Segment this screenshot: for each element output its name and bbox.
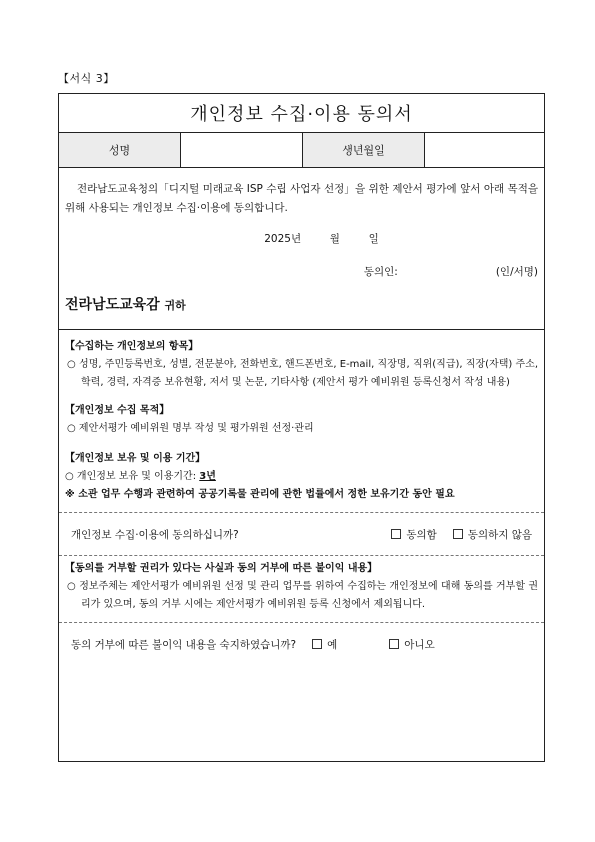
awareness-question: 동의 거부에 따른 불이익 내용을 숙지하였습니까? <box>71 638 297 651</box>
refusal-text: ○ 정보주체는 제안서평가 예비위원 선정 및 관리 업무를 위하여 수집하는 개인정보에 대해 동의를 거부할 권리가 있으며, 동의 거부 시에는 제안서평가 예비위원 등록 신청에서 제외됩니다. <box>67 581 538 610</box>
yes-option[interactable] <box>312 637 337 652</box>
period-term: 3년 <box>199 471 216 482</box>
form-title: 개인정보 수집·이용 동의서 <box>59 94 544 133</box>
disagree-label: 동의하지 않음 <box>467 528 532 541</box>
birthdate-field[interactable] <box>425 133 544 167</box>
checkbox-disagree[interactable] <box>453 529 463 539</box>
refusal-heading: 【동의를 거부할 권리가 있다는 사실과 동의 거부에 따른 불이익 내용】 <box>65 563 378 574</box>
yes-label: 예 <box>327 638 338 651</box>
date-month: 월 <box>329 233 340 245</box>
recipient-suffix: 귀하 <box>164 299 186 312</box>
birthdate-label: 생년월일 <box>303 133 425 167</box>
items-heading: 【수집하는 개인정보의 항목】 <box>65 341 199 352</box>
info-sections <box>59 338 544 504</box>
consent-form <box>58 93 545 762</box>
period-prefix: ○ 개인정보 보유 및 이용기간: <box>65 471 200 482</box>
period-note: ※ 소관 업무 수행과 관련하여 공공기록물 관리에 관한 법률에서 정한 보유기간 동안 필요 <box>65 489 455 500</box>
purpose-heading: 【개인정보 수집 목적】 <box>65 405 170 416</box>
consent-statement <box>59 168 544 315</box>
period-heading: 【개인정보 보유 및 이용 기간】 <box>65 453 206 464</box>
form-number-label: 【서식 3】 <box>58 72 115 85</box>
no-option[interactable] <box>389 637 434 652</box>
name-field[interactable] <box>181 133 303 167</box>
consent-question-row <box>59 513 544 555</box>
recipient <box>65 296 538 315</box>
identity-row <box>59 133 544 168</box>
signer-line <box>65 263 538 282</box>
date-line <box>65 230 538 249</box>
recipient-name: 전라남도교육감 <box>65 297 160 313</box>
refusal-section <box>59 560 544 614</box>
items-text: ○ 성명, 주민등록번호, 성별, 전문분야, 전화번호, 핸드폰번호, E-mail, 직장명, 직위(직급), 직장(자택) 주소, 학력, 경력, 자격증 보유현황, 저서 및 논문, 기타사항 (제안서 평가 예비위원 등록신청서 작성 내용) <box>67 359 538 388</box>
no-label: 아니오 <box>404 638 435 651</box>
date-day: 일 <box>368 233 379 245</box>
signer-label: 동의인: <box>363 266 398 278</box>
checkbox-no[interactable] <box>389 639 399 649</box>
agree-option[interactable] <box>391 527 436 542</box>
name-label: 성명 <box>59 133 181 167</box>
disagree-option[interactable] <box>453 527 532 542</box>
sign-mark[interactable]: (인/서명) <box>495 266 538 278</box>
checkbox-yes[interactable] <box>312 639 322 649</box>
purpose-text: ○ 제안서평가 예비위원 명부 작성 및 평가위원 선정·관리 <box>67 423 314 434</box>
awareness-question-row <box>59 623 544 665</box>
consent-question: 개인정보 수집·이용에 동의하십니까? <box>71 528 239 541</box>
period-text <box>65 468 538 486</box>
consent-paragraph: 전라남도교육청의「디지털 미래교육 ISP 수립 사업자 선정」을 위한 제안서 평가에 앞서 아래 목적을 위해 사용되는 개인정보 수집·이용에 동의합니다. <box>65 183 538 214</box>
agree-label: 동의함 <box>406 528 437 541</box>
checkbox-agree[interactable] <box>391 529 401 539</box>
date-year: 2025년 <box>264 233 302 245</box>
